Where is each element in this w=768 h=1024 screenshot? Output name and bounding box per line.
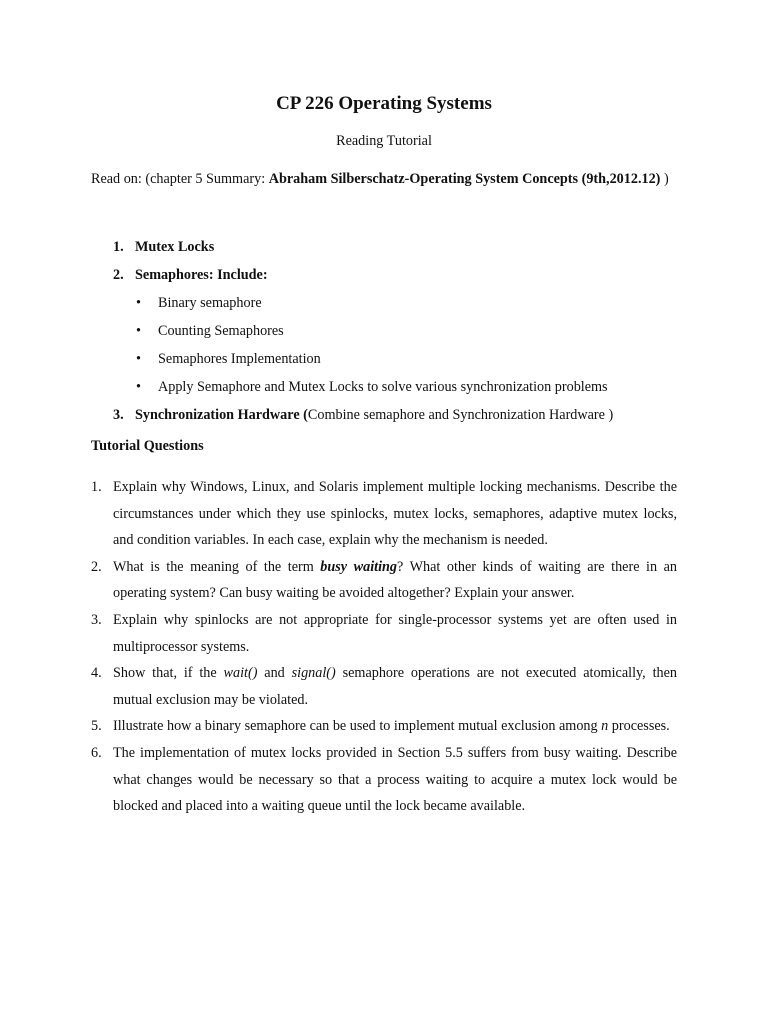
- topic-number: 1.: [113, 239, 124, 255]
- question-number: 2.: [91, 558, 102, 575]
- question-text: [113, 554, 677, 607]
- emphasized-term: busy waiting: [320, 558, 398, 575]
- bullet-icon: •: [136, 351, 141, 367]
- question-text: Explain why spinlocks are not appropriate for single-processor systems yet are often used in multiprocessor systems.: [113, 611, 677, 655]
- question-number: 4.: [91, 665, 102, 682]
- read-on-suffix: ): [660, 171, 669, 187]
- subtopic-text: Counting Semaphores: [158, 323, 284, 339]
- question-text-part: semaphore operations are not executed atomically, then mutual exclusion may be violated.: [113, 665, 677, 708]
- subtopic-item: [113, 373, 713, 401]
- page-title: CP 226 Operating Systems: [276, 93, 492, 114]
- topic-item: [113, 233, 713, 261]
- subtopic-text: Apply Semaphore and Mutex Locks to solve various synchronization problems: [158, 379, 608, 395]
- question-item: [91, 713, 677, 740]
- question-list: [91, 474, 677, 820]
- question-text: The implementation of mutex locks provided in Section 5.5 suffers from busy waiting. Describe what changes would be necessary so that a process waiting to acquire a mutex lock would be blocked and placed into a waiting queue until the lock became available.: [113, 744, 677, 815]
- bullet-icon: •: [136, 379, 141, 395]
- subtopic-item: [113, 345, 713, 373]
- question-item: [91, 660, 677, 713]
- question-item: [91, 607, 677, 660]
- question-item: [91, 474, 677, 554]
- topic-note: Combine semaphore and Synchronization Hardware ): [307, 407, 614, 423]
- subtopic-text: Semaphores Implementation: [158, 351, 321, 367]
- question-number: 3.: [91, 611, 102, 628]
- question-item: [91, 554, 677, 607]
- page-subtitle: Reading Tutorial: [336, 133, 432, 149]
- topic-number: 3.: [113, 407, 124, 423]
- topic-item: [113, 401, 713, 429]
- topic-number: 2.: [113, 267, 124, 283]
- topic-title-text: Synchronization Hardware (: [135, 407, 308, 423]
- subtopic-item: [113, 289, 713, 317]
- subtopic-item: [113, 317, 713, 345]
- topic-title: Semaphores: Include:: [135, 267, 268, 283]
- question-text: [113, 713, 677, 740]
- question-item: [91, 740, 677, 820]
- subtopic-text: Binary semaphore: [158, 295, 262, 311]
- variable-n: n: [601, 718, 609, 735]
- question-number: 1.: [91, 479, 102, 495]
- question-number: 5.: [91, 718, 102, 735]
- question-text-part: Show that, if the: [113, 665, 224, 682]
- topic-title: [135, 407, 613, 423]
- subtopic-list: [113, 289, 713, 401]
- question-text-part: processes.: [608, 718, 670, 735]
- question-text: [113, 660, 677, 713]
- question-text-part: ? What other kinds of waiting are there in an operating system? Can busy waiting be avoided altogether? Explain your answer.: [113, 558, 677, 602]
- bullet-icon: •: [136, 323, 141, 339]
- topic-title: Mutex Locks: [135, 239, 215, 255]
- question-text-part: Illustrate how a binary semaphore can be used to implement mutual exclusion among: [113, 718, 602, 735]
- topic-item: [113, 261, 713, 401]
- code-term-wait: wait(): [223, 665, 258, 682]
- book-reference: Abraham Silberschatz-Operating System Concepts (9th,2012.12): [268, 171, 661, 187]
- tutorial-questions-heading: Tutorial Questions: [91, 438, 204, 454]
- question-text-part: What is the meaning of the term: [113, 558, 321, 575]
- topic-list: [113, 233, 713, 429]
- code-term-signal: signal(): [291, 665, 336, 682]
- read-on-line: [91, 166, 681, 192]
- read-on-prefix: Read on: (chapter 5 Summary:: [91, 171, 269, 187]
- question-text: Explain why Windows, Linux, and Solaris implement multiple locking mechanisms. Describe the circumstances under which they use spinlocks, mutex locks, semaphores, adaptive mutex locks, and condition variables. In each case, explain why the mechanism is needed.: [113, 479, 677, 549]
- question-number: 6.: [91, 744, 102, 761]
- question-text-part: and: [257, 665, 292, 682]
- bullet-icon: •: [136, 295, 141, 311]
